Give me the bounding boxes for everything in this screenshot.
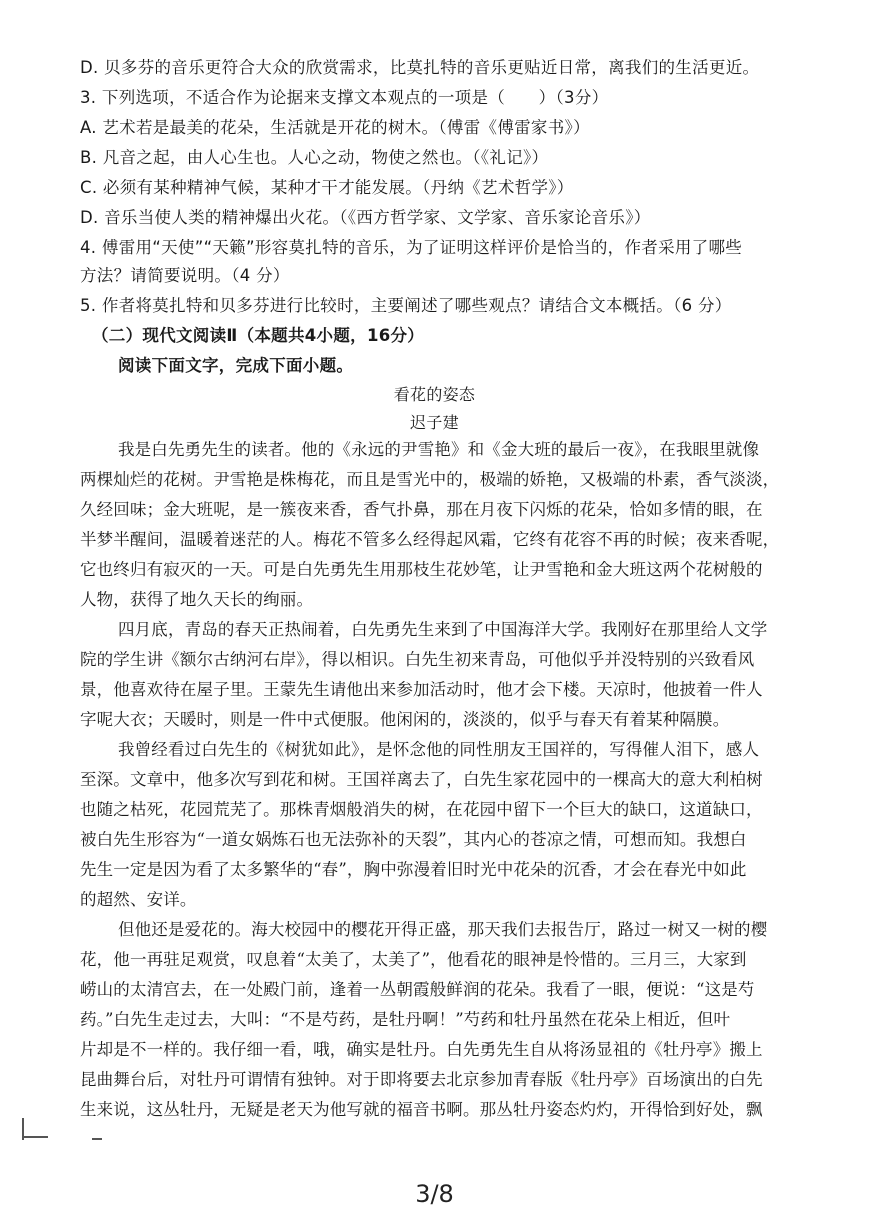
article-author: 迟子建: [410, 413, 459, 432]
article-line: 昆曲舞台后，对牡丹可谓情有独钟。对于即将要去北京参加青春版《牡丹亭》百场演出的白先: [80, 1070, 763, 1089]
article-line: 人物，获得了地久天长的绚丽。: [80, 590, 314, 609]
q2-option-d: D. 贝多芬的音乐更符合大众的欣赏需求，比莫扎特的音乐更贴近日常，离我们的生活更近。: [80, 58, 760, 77]
article-line: 四月底，青岛的春天正热闹着，白先勇先生来到了中国海洋大学。我刚好在那里给人文学: [118, 620, 768, 639]
section-heading: （二）现代文阅读Ⅱ（本题共4小题，16分）: [92, 326, 425, 345]
article-line: 片却是不一样的。我仔细一看，哦，确实是牡丹。白先勇先生自从将汤显祖的《牡丹亭》搬上: [80, 1040, 763, 1059]
article-line: 半梦半醒间，温暖着迷茫的人。梅花不管多么经得起风霜，它终有花容不再的时候；夜来香呢，: [80, 530, 780, 549]
q3-stem: 3. 下列选项，不适合作为论据来支撑文本观点的一项是（ ）（3分）: [80, 88, 609, 107]
article-line: 也随之枯死，花园荒芜了。那株青烟般消失的树，在花园中留下一个巨大的缺口，这道缺口，: [80, 800, 763, 819]
q4-stem-line1: 4. 傅雷用“天使”“天籁”形容莫扎特的音乐，为了证明这样评价是恰当的，作者采用了哪些: [80, 238, 743, 257]
q3-option-a: A. 艺术若是最美的花朵，生活就是开花的树木。（傅雷《傅雷家书》）: [80, 118, 590, 137]
article-line: 它也终归有寂灭的一天。可是白先勇先生用那枝生花妙笔，让尹雪艳和金大班这两个花树般的: [80, 560, 763, 579]
article-line: 我曾经看过白先生的《树犹如此》，是怀念他的同性朋友王国祥的，写得催人泪下，感人: [118, 740, 760, 759]
page-number: 3/8: [415, 1180, 454, 1208]
article-line: 至深。文章中，他多次写到花和树。王国祥离去了，白先生家花园中的一棵高大的意大利柏树: [80, 770, 763, 789]
article-line: 字呢大衣；天暖时，则是一件中式便服。他闲闲的，淡淡的，似乎与春天有着某种隔膜。: [80, 710, 730, 729]
article-title: 看花的姿态: [393, 385, 476, 404]
article-line: 我是白先勇先生的读者。他的《永远的尹雪艳》和《金大班的最后一夜》，在我眼里就像: [118, 440, 760, 459]
q3-option-d: D. 音乐当使人类的精神爆出火花。（《西方哲学家、文学家、音乐家论音乐》）: [80, 208, 651, 227]
article-line: 先生一定是因为看了太多繁华的“春”，胸中弥漫着旧时光中花朵的沉香，才会在春光中如此: [80, 860, 747, 879]
q4-stem-line2: 方法？请简要说明。（4 分）: [80, 266, 290, 285]
q5-stem: 5. 作者将莫扎特和贝多芬进行比较时，主要阐述了哪些观点？请结合文本概括。（6 分）: [80, 296, 732, 315]
article-line: 院的学生讲《额尔古纳河右岸》，得以相识。白先生初来青岛，可他似乎并没特别的兴致看风: [80, 650, 755, 669]
article-line: 的超然、安详。: [80, 890, 197, 909]
scan-edge-mark: [22, 1136, 48, 1138]
article-line: 两棵灿烂的花树。尹雪艳是株梅花，而且是雪光中的，极端的娇艳，又极端的朴素，香气淡淡，: [80, 470, 780, 489]
q3-option-c: C. 必须有某种精神气候，某种才干才能发展。（丹纳《艺术哲学》）: [80, 178, 574, 197]
article-line: 被白先生形容为“一道女娲炼石也无法弥补的天裂”，其内心的苍凉之情，可想而知。我想白: [80, 830, 747, 849]
article-line: 花，他一再驻足观赏，叹息着“太美了，太美了”，他看花的眼神是怜惜的。三月三，大家到: [80, 950, 747, 969]
scan-dash-mark: [92, 1138, 102, 1140]
article-line: 久经回味；金大班呢，是一簇夜来香，香气扑鼻，那在月夜下闪烁的花朵，恰如多情的眼，在: [80, 500, 763, 519]
q3-option-b: B. 凡音之起，由人心生也。人心之动，物使之然也。（《礼记》）: [80, 148, 549, 167]
section-instruction: 阅读下面文字，完成下面小题。: [118, 356, 354, 375]
article-line: 药。”白先生走过去，大叫：“不是芍药，是牡丹啊！”芍药和牡丹虽然在花朵上相近，但叶: [80, 1010, 731, 1029]
article-line: 景，他喜欢待在屋子里。王蒙先生请他出来参加活动时，他才会下楼。天凉时，他披着一件人: [80, 680, 763, 699]
article-line: 生来说，这丛牡丹，无疑是老天为他写就的福音书啊。那丛牡丹姿态灼灼，开得恰到好处，飘: [80, 1100, 763, 1119]
article-line: 但他还是爱花的。海大校园中的樱花开得正盛，那天我们去报告厅，路过一树又一树的樱: [118, 920, 768, 939]
article-line: 崂山的太清宫去，在一处殿门前，逢着一丛朝霞般鲜润的花朵。我看了一眼，便说：“这是芍: [80, 980, 755, 999]
